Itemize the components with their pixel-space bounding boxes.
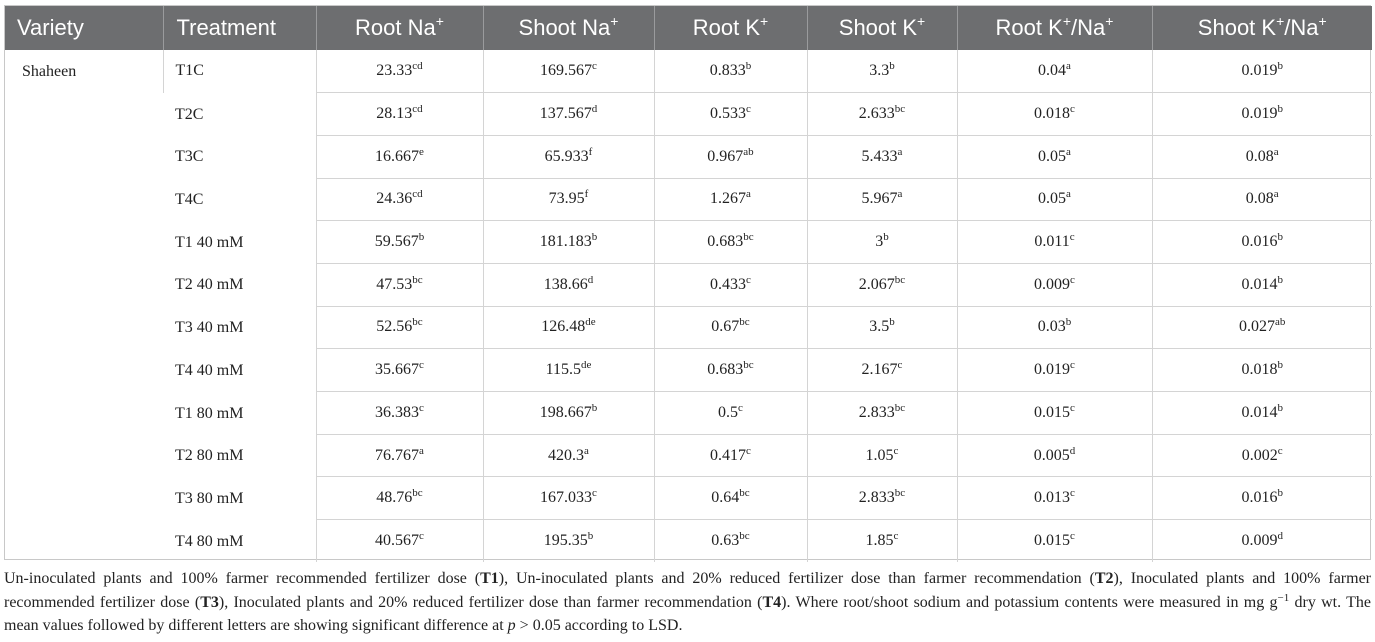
treatment-code: T1 (480, 570, 499, 587)
value-cell: 0.018$^c$ (957, 93, 1152, 136)
significance-letter: b (1277, 359, 1283, 372)
significance-letter: bc (894, 487, 906, 500)
treatment-cell: T3C (175, 148, 204, 166)
value-cell: 0.016$^b$ (1152, 221, 1372, 264)
column-header: Shoot K+ (807, 6, 957, 50)
treatment-cell: T3 80 mM (175, 489, 244, 507)
p-symbol: p (507, 617, 516, 634)
value-cell: 0.016$^b$ (1152, 477, 1372, 520)
value-cell: 0.027$^{ab}$ (1152, 306, 1372, 349)
significance-letter: de (581, 359, 592, 372)
value-cell: 16.667e (316, 135, 483, 178)
value-cell: 0.018$^b$ (1152, 349, 1372, 392)
table-row (5, 306, 1372, 349)
table-row (5, 349, 1372, 392)
value-cell: 2.833$^{bc}$ (807, 392, 957, 435)
column-header: Shoot K+/Na+ (1152, 6, 1372, 50)
significance-letter: bc (739, 316, 750, 329)
treatment-cell: T1C (163, 50, 316, 93)
header-superscript: + (1062, 13, 1071, 29)
value-cell: 138.66$^d$ (483, 263, 654, 306)
value-cell: 0.005$^d$ (957, 434, 1152, 477)
header-superscript: + (760, 13, 769, 29)
variety-cell: Shaheen (22, 63, 77, 80)
significance-letter: b (1277, 231, 1283, 244)
value-cell: 2.633$^{bc}$ (807, 93, 957, 136)
value-cell: 0.014$^b$ (1152, 392, 1372, 435)
significance-letter: de (585, 316, 596, 329)
value-cell: 0.019$^c$ (957, 349, 1152, 392)
value-cell: 0.05$^a$ (957, 178, 1152, 221)
significance-letter: c (746, 273, 751, 286)
value-cell: 5.433$^a$ (807, 135, 957, 178)
value-cell: 2.167$^c$ (807, 349, 957, 392)
value-cell: 0.013$^c$ (957, 477, 1152, 520)
value-cell: 48.76$^{bc}$ (316, 477, 483, 520)
treatment-cell: T1 80 mM (175, 404, 244, 422)
significance-letter: d (1277, 530, 1283, 543)
treatment-cell: T3 40 mM (175, 319, 244, 337)
significance-letter: c (1070, 487, 1075, 500)
value-cell: 115.5de (483, 349, 654, 392)
significance-letter: a (897, 145, 903, 158)
column-header: Treatment (163, 6, 316, 50)
significance-letter: a (746, 188, 751, 201)
table-header-row (5, 6, 1372, 50)
value-cell: 0.009$^d$ (1152, 520, 1372, 563)
value-cell: 198.667$^b$ (483, 392, 654, 435)
treatment-code: T4 (762, 593, 782, 611)
value-cell: 0.05$^a$ (957, 135, 1152, 178)
value-cell: 0.019$^b$ (1152, 50, 1372, 93)
header-superscript: + (1318, 13, 1327, 29)
significance-letter: b (1277, 487, 1283, 500)
value-cell: 420.3$^a$ (483, 434, 654, 477)
significance-letter: a (1066, 188, 1071, 201)
significance-letter: b (591, 231, 598, 244)
significance-letter: a (1273, 188, 1279, 201)
significance-letter: c (1277, 444, 1283, 457)
significance-letter: c (1069, 231, 1075, 244)
significance-letter: cd (412, 60, 423, 73)
value-cell: 1.85$^c$ (807, 520, 957, 563)
value-cell: 35.667$^c$ (316, 349, 483, 392)
value-cell: 23.33$^{cd}$ (316, 50, 483, 93)
column-header: Root K+ (654, 6, 807, 50)
value-cell: 0.011$^c$ (957, 221, 1152, 264)
significance-letter: a (897, 188, 903, 201)
significance-letter: f (584, 188, 589, 201)
table-row (5, 50, 1372, 93)
value-cell: 0.533$^c$ (654, 93, 807, 136)
significance-letter: bc (743, 231, 754, 244)
significance-letter: b (1277, 273, 1283, 286)
significance-letter: bc (894, 273, 906, 286)
significance-letter: c (419, 530, 424, 543)
column-header: Root K+/Na+ (957, 6, 1152, 50)
table-row (5, 477, 1372, 520)
significance-letter: d (591, 103, 598, 116)
value-cell: 126.48de (483, 306, 654, 349)
value-cell: 0.04$^a$ (957, 50, 1152, 93)
significance-letter: c (1070, 103, 1075, 116)
significance-letter: c (592, 487, 597, 500)
significance-letter: bc (739, 530, 750, 543)
value-cell: 169.567$^c$ (483, 50, 654, 93)
table-row (5, 434, 1372, 477)
significance-letter: b (1065, 316, 1072, 329)
data-table-container (4, 5, 1371, 560)
value-cell: 65.933$^f$ (483, 135, 654, 178)
table-body (5, 50, 1372, 562)
table-row (5, 392, 1372, 435)
value-cell: 1.267$^a$ (654, 178, 807, 221)
value-cell: 52.56$^{bc}$ (316, 306, 483, 349)
significance-letter: b (745, 60, 752, 73)
value-cell: 0.03$^b$ (957, 306, 1152, 349)
significance-letter: c (419, 401, 424, 414)
value-cell: 0.433$^c$ (654, 263, 807, 306)
value-cell: 0.009$^c$ (957, 263, 1152, 306)
significance-letter: b (587, 530, 594, 543)
significance-letter: bc (412, 316, 423, 329)
value-cell: 59.567$^b$ (316, 221, 483, 264)
significance-letter: b (1277, 60, 1283, 73)
value-cell: 0.015$^c$ (957, 520, 1152, 563)
significance-letter: b (889, 60, 895, 73)
column-header: Shoot Na+ (483, 6, 654, 50)
value-cell: 181.183$^b$ (483, 221, 654, 264)
treatment-cell: T4C (175, 191, 204, 209)
value-cell: 0.08$^a$ (1152, 178, 1372, 221)
value-cell: 137.567$^d$ (483, 93, 654, 136)
header-superscript: + (610, 13, 619, 29)
value-cell: 0.002$^c$ (1152, 434, 1372, 477)
significance-letter: bc (743, 359, 754, 372)
significance-letter: e (419, 145, 424, 158)
significance-letter: c (1070, 359, 1075, 372)
value-cell: 0.67$^{bc}$ (654, 306, 807, 349)
value-cell: 0.683$^{bc}$ (654, 221, 807, 264)
value-cell: 2.833$^{bc}$ (807, 477, 957, 520)
significance-letter: ab (1275, 316, 1286, 329)
value-cell: 167.033$^c$ (483, 477, 654, 520)
value-cell: 24.36$^{cd}$ (316, 178, 483, 221)
significance-letter: c (893, 530, 899, 543)
value-cell: 0.015$^c$ (957, 392, 1152, 435)
value-cell: 76.767$^a$ (316, 434, 483, 477)
value-cell: 0.417$^c$ (654, 434, 807, 477)
significance-letter: b (1277, 103, 1283, 116)
significance-letter: ab (743, 145, 754, 158)
significance-letter: bc (739, 487, 750, 500)
value-cell: 3.5$^b$ (807, 306, 957, 349)
table-footnote: Un-inoculated plants and 100% farmer recommended fertilizer dose (T1), Un-inoculated plants and 20% reduced fertilizer dose than farmer recommendation (T2), Inoculated plants and 100% farmer recommended fertilizer dose (T3), Inoculated plants and 20% reduced fertilizer dose than farmer recommendation (T4). Where root/shoot sodium and potassium contents were measured in mg $g^{-1}$ dry wt. The mean values followed by different letters are showing significant difference at p > 0.05 according to LSD. (4, 570, 1371, 634)
value-cell: 0.019$^b$ (1152, 93, 1372, 136)
table-row (5, 520, 1372, 563)
column-header: Variety (17, 15, 84, 40)
value-cell: 0.014$^b$ (1152, 263, 1372, 306)
treatment-cell: T1 40 mM (175, 233, 244, 251)
significance-letter: c (746, 103, 751, 116)
table-row (5, 178, 1372, 221)
treatment-cell: T2C (175, 105, 204, 123)
significance-letter: bc (894, 401, 906, 414)
significance-letter: d (1069, 444, 1076, 457)
significance-letter: b (889, 316, 895, 329)
header-superscript: + (435, 13, 444, 29)
treatment-cell: T2 80 mM (175, 447, 244, 465)
value-cell: 0.833$^b$ (654, 50, 807, 93)
value-cell: 0.967$^{ab}$ (654, 135, 807, 178)
significance-letter: a (1066, 145, 1071, 158)
significance-letter: bc (894, 103, 906, 116)
value-cell: 0.683$^{bc}$ (654, 349, 807, 392)
value-cell: 195.35$^b$ (483, 520, 654, 563)
value-cell: 5.967$^a$ (807, 178, 957, 221)
table-row (5, 93, 1372, 136)
value-cell: 1.05$^c$ (807, 434, 957, 477)
significance-letter: d (587, 273, 594, 286)
significance-letter: c (738, 401, 743, 414)
table-row (5, 221, 1372, 264)
header-superscript: + (1105, 13, 1114, 29)
value-cell: 0.5$^c$ (654, 392, 807, 435)
value-cell: 0.08$^a$ (1152, 135, 1372, 178)
significance-letter: cd (412, 103, 423, 116)
significance-letter: bc (412, 487, 423, 500)
significance-letter: a (584, 444, 589, 457)
value-cell: 36.383$^c$ (316, 392, 483, 435)
significance-letter: c (1070, 530, 1075, 543)
header-superscript: + (917, 13, 926, 29)
significance-letter: bc (412, 273, 423, 286)
significance-letter: cd (412, 188, 423, 201)
treatment-code: T2 (1094, 570, 1114, 587)
table-row (5, 263, 1372, 306)
value-cell: 28.13$^{cd}$ (316, 93, 483, 136)
value-cell: 47.53$^{bc}$ (316, 263, 483, 306)
significance-letter: c (419, 359, 424, 372)
treatment-cell: T4 80 mM (175, 532, 244, 550)
value-cell: 2.067$^{bc}$ (807, 263, 957, 306)
value-cell: 73.95$^f$ (483, 178, 654, 221)
significance-letter: c (893, 444, 899, 457)
header-superscript: + (1276, 13, 1285, 29)
significance-letter: b (1277, 401, 1283, 414)
significance-letter: b (418, 231, 425, 244)
value-cell: 0.64$^{bc}$ (654, 477, 807, 520)
significance-letter: f (588, 145, 593, 158)
significance-letter: c (592, 60, 597, 73)
significance-letter: a (1066, 60, 1071, 73)
value-cell: 3$^b$ (807, 221, 957, 264)
significance-letter: a (419, 444, 424, 457)
column-header: Root Na+ (316, 6, 483, 50)
significance-letter: b (591, 401, 598, 414)
significance-letter: c (897, 359, 903, 372)
significance-letter: b (883, 231, 889, 244)
data-table (5, 6, 1372, 562)
treatment-code: T3 (200, 593, 219, 611)
value-cell: 3.3$^b$ (807, 50, 957, 93)
significance-letter: a (1273, 145, 1279, 158)
value-cell: 0.63$^{bc}$ (654, 520, 807, 563)
significance-letter: c (1070, 273, 1075, 286)
treatment-cell: T2 40 mM (175, 276, 244, 294)
table-row (5, 135, 1372, 178)
significance-letter: c (746, 444, 751, 457)
value-cell: 40.567$^c$ (316, 520, 483, 563)
significance-letter: c (1070, 401, 1075, 414)
unit-exponent: −1 (1277, 591, 1290, 604)
treatment-cell: T4 40 mM (175, 361, 244, 379)
